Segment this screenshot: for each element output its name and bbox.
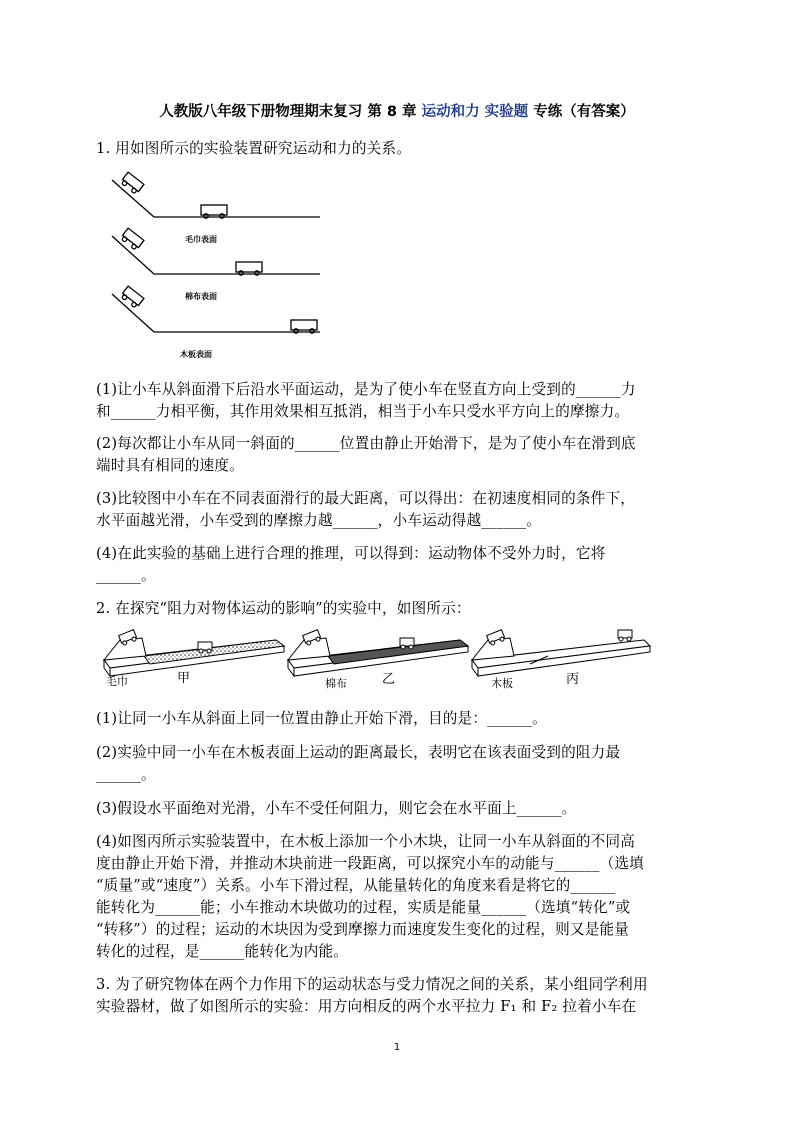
label-cotton-surface: 棉布表面	[185, 292, 217, 301]
panel-bing	[472, 630, 650, 676]
q1-sub4-line2: ______。	[96, 567, 156, 584]
panel-yi	[288, 630, 468, 676]
q1-sub1-line1: (1)让小车从斜面滑下后沿水平面运动，是为了使小车在竖直方向上受到的______力	[96, 381, 636, 398]
label-towel: 毛巾	[106, 675, 128, 688]
label-cotton: 棉布	[325, 677, 347, 690]
q2-stem: 2. 在探究“阻力对物体运动的影响”的实验中，如图所示：	[96, 600, 471, 617]
q1-stem: 1. 用如图所示的实验装置研究运动和力的关系。	[96, 140, 412, 157]
label-bing: 丙	[566, 672, 580, 687]
q2-sub4-line6: 转化的过程，是______能转化为内能。	[96, 943, 349, 960]
panel-jia	[104, 630, 284, 676]
label-towel-surface: 毛巾表面	[185, 235, 217, 244]
q1-sub3-line1: (3)比较图中小车在不同表面滑行的最大距离，可以得出：在初速度相同的条件下，	[96, 490, 636, 507]
label-yi: 乙	[382, 672, 396, 687]
q1-sub3-line2: 水平面越光滑，小车受到的摩擦力越______，小车运动得越______。	[96, 512, 542, 529]
q3-line1: 3. 为了研究物体在两个力作用下的运动状态与受力情况之间的关系，某小组同学利用	[96, 976, 648, 993]
q2-sub4-line3: “质量”或“速度”）关系。小车下滑过程，从能量转化的角度来看是将它的______	[96, 877, 616, 894]
q1-sub4-line1: (4)在此实验的基础上进行合理的推理，可以得到：运动物体不受外力时，它将	[96, 545, 606, 562]
page-number: 1	[393, 1042, 401, 1053]
title-part3: 专练（有答案）	[533, 104, 635, 120]
cart-stopped-2	[236, 262, 262, 275]
q3-line2: 实验器材，做了如图所示的实验：用方向相反的两个水平拉力 F₁ 和 F₂ 拉着小车在	[96, 998, 637, 1015]
q1-sub2-line2: 端时具有相同的速度。	[96, 457, 244, 474]
title-highlight: 运动和力 实验题	[421, 104, 529, 120]
cart-on-ramp-2	[120, 228, 144, 251]
q1-sub1-line2: 和______力相平衡，其作用效果相互抵消，相当于小车只受水平方向上的摩擦力。	[96, 403, 630, 420]
q2-sub4-line4: 能转化为______能；小车推动木块做功的过程，实质是能量______（选填“转化”或	[96, 899, 631, 916]
document-title	[0, 100, 794, 121]
cart-on-ramp-1	[120, 172, 144, 195]
title-part1: 人教版八年级下册物理期末复习 第 8 章	[159, 104, 417, 120]
q2-sub4-line5: “转移”）的过程；运动的木块因为受到摩擦力而速度发生变化的过程，则又是能量	[96, 921, 630, 938]
q2-sub4-line1: (4)如图丙所示实验装置中，在木板上添加一个小木块，让同一小车从斜面的不同高	[96, 833, 636, 850]
cart-stopped-3	[291, 320, 317, 333]
cart-on-ramp-3	[120, 286, 144, 309]
q1-sub2-line1: (2)每次都让小车从同一斜面的______位置由静止开始滑下，是为了使小车在滑到底	[96, 435, 636, 452]
q2-sub3: (3)假设水平面绝对光滑，小车不受任何阻力，则它会在水平面上______。	[96, 800, 577, 817]
q2-sub1: (1)让同一小车从斜面上同一位置由静止开始下滑，目的是：______。	[96, 710, 547, 727]
q2-sub2-line2: ______。	[96, 766, 156, 783]
q2-sub2-line1: (2)实验中同一小车在木板表面上运动的距离最长，表明它在该表面受到的阻力最	[96, 744, 621, 761]
q2-sub4-line2: 度由静止开始下滑，并推动木块前进一段距离，可以探究小车的动能与______（选填	[96, 855, 644, 872]
label-jia: 甲	[177, 671, 191, 686]
cart-stopped-1	[201, 205, 227, 218]
q1-figure	[108, 168, 328, 368]
label-board: 木板	[491, 677, 513, 690]
label-board-surface: 木板表面	[180, 350, 212, 359]
